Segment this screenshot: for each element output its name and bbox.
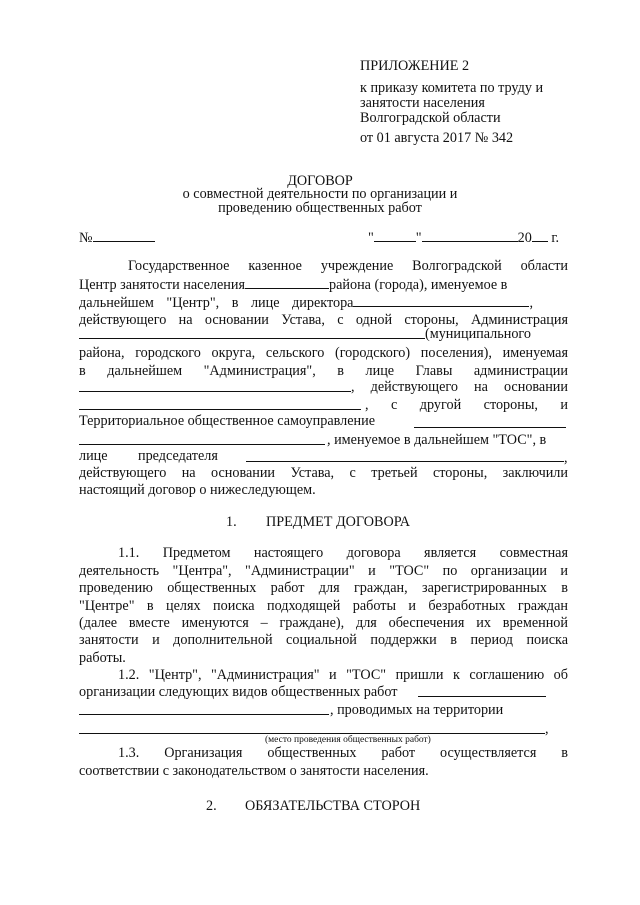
- intro-line: действующего на основании Устава, с третьей стороны, заключили: [79, 465, 568, 481]
- clause-line: 1.3. Организация общественных работ осуществляется в: [118, 745, 568, 761]
- document-subtitle: проведению общественных работ: [218, 200, 422, 216]
- intro-line: , именуемое в дальнейшем "ТОС", в: [327, 432, 547, 448]
- appendix-title: ПРИЛОЖЕНИЕ 2: [360, 58, 470, 74]
- blank-field: [79, 714, 329, 715]
- clause-line: (далее вместе именуются – граждане), для обеспечения их временной: [79, 615, 568, 631]
- intro-line: , с другой стороны, и: [365, 397, 568, 413]
- number-sign: №: [79, 230, 93, 246]
- intro-line: , действующего на основании: [351, 379, 568, 395]
- intro-line: настоящий договор о нижеследующем.: [79, 482, 316, 498]
- blank-field: [93, 229, 155, 242]
- intro-line: дальнейшем "Центр", в лице директора ,: [79, 295, 534, 311]
- appendix-line: Волгоградской области: [360, 110, 501, 126]
- clause-line: , проводимых на территории: [330, 702, 504, 718]
- year-suffix: г.: [551, 230, 560, 246]
- intro-line: (муниципального: [425, 326, 531, 342]
- clause-line: 1.2. "Центр", "Администрация" и "ТОС" пришли к соглашению об: [118, 667, 568, 683]
- clause-line: 1.1. Предметом настоящего договора является совместная: [118, 545, 568, 561]
- intro-line: лице: [79, 448, 108, 464]
- date-quote: ": [368, 230, 374, 246]
- clause-line: организации следующих видов общественных работ: [79, 684, 398, 700]
- blank-field: [79, 444, 325, 445]
- clause-line: "Центре" в целях поиска подходящей работы и безработных граждан: [79, 598, 568, 614]
- section-title: ОБЯЗАТЕЛЬСТВА СТОРОН: [245, 798, 421, 814]
- blank-field: [422, 229, 518, 242]
- intro-line: ,: [564, 450, 568, 466]
- section-number: 2.: [206, 798, 217, 814]
- intro-line: председателя: [138, 448, 218, 464]
- blank-field: [532, 229, 548, 242]
- clause-line: ,: [545, 721, 549, 737]
- intro-line: действующего на основании Устава, с одной стороны, Администрация: [79, 312, 568, 328]
- clause-line: соответствии с законодательством о занятости населения.: [79, 763, 429, 779]
- contract-number-line: [79, 229, 155, 246]
- clause-line: проведению общественных работ для граждан, зарегистрированных в: [79, 580, 568, 596]
- blank-field: [374, 229, 416, 242]
- clause-line: работы.: [79, 650, 126, 666]
- field-caption: (место проведения общественных работ): [265, 735, 431, 745]
- intro-line: Центр занятости населения района (города), именуемое в: [79, 277, 508, 293]
- blank-field: [79, 733, 545, 734]
- appendix-date: от 01 августа 2017 № 342: [360, 130, 514, 146]
- intro-line: Государственное казенное учреждение Волгоградской области: [128, 258, 568, 274]
- document-title: ДОГОВОР: [287, 173, 353, 189]
- blank-field: [79, 409, 361, 410]
- blank-field: [353, 294, 529, 307]
- blank-field: [414, 427, 566, 428]
- intro-line: района, городского округа, сельского (городского) поселения), именуемая: [79, 345, 568, 361]
- clause-line: деятельность "Центра", "Администрации" и "ТОС" по организации и: [79, 563, 568, 579]
- document-subtitle: о совместной деятельности по организации и: [182, 186, 458, 202]
- clause-line: занятости и дополнительной социальной поддержки в период поиска: [79, 632, 568, 648]
- appendix-line: занятости населения: [360, 95, 485, 111]
- blank-field: [79, 338, 425, 339]
- blank-field: [246, 461, 564, 462]
- blank-field: [245, 276, 329, 289]
- section-title: ПРЕДМЕТ ДОГОВОРА: [266, 514, 411, 530]
- section-number: 1.: [226, 514, 237, 530]
- blank-field: [418, 696, 546, 697]
- intro-line: Территориальное общественное самоуправление: [79, 413, 376, 429]
- year-prefix: 20: [517, 230, 532, 246]
- blank-field: [79, 391, 351, 392]
- intro-line: в дальнейшем "Администрация", в лице Главы администрации: [79, 363, 568, 379]
- date-quote: ": [415, 230, 422, 246]
- appendix-line: к приказу комитета по труду и: [360, 80, 544, 96]
- contract-date-line: [368, 229, 559, 246]
